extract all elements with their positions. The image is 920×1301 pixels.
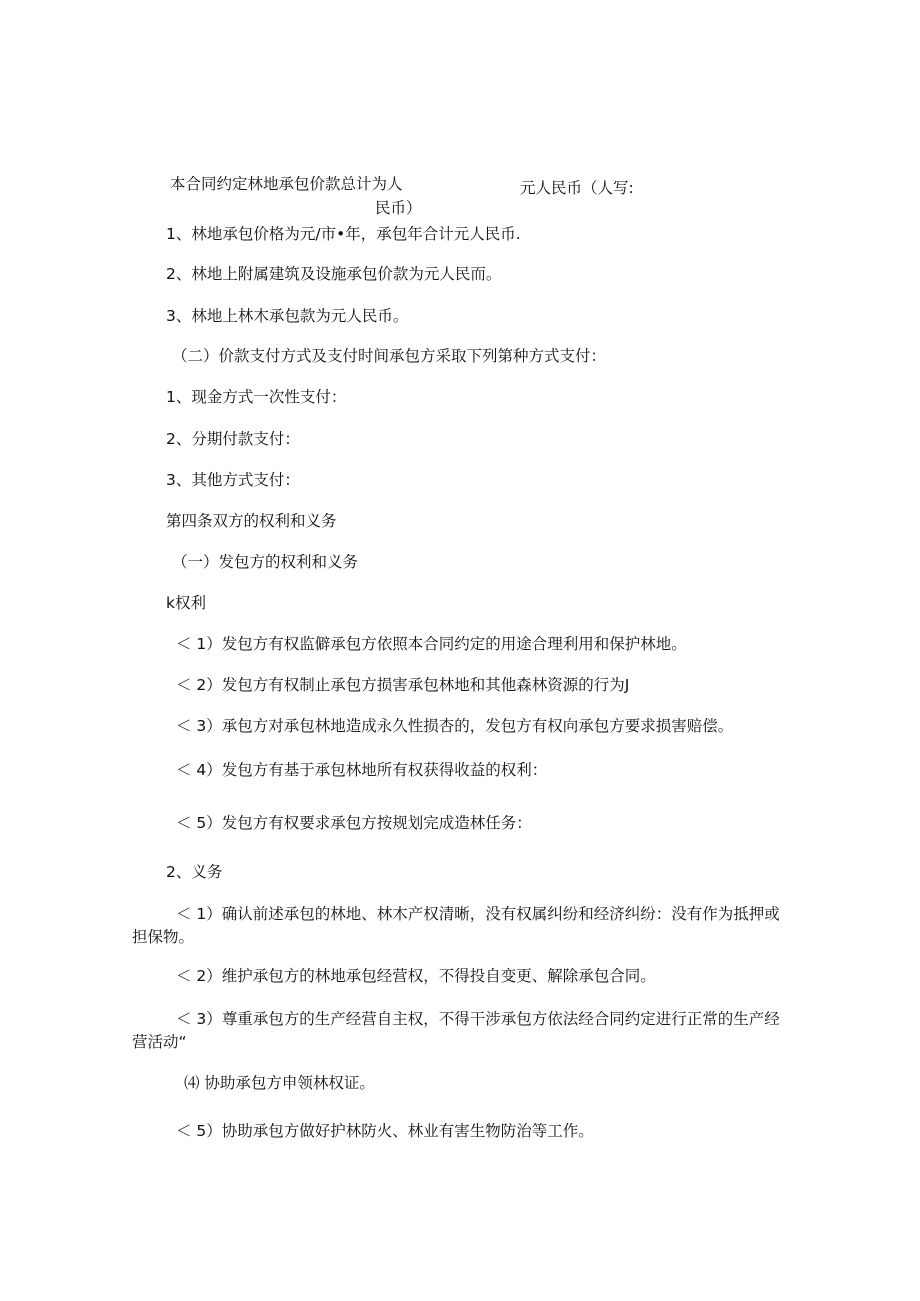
duty-item-2: ＜ 2）维护承包方的林地承包经营权，不得投自变更、解除承包合同。 (176, 967, 656, 985)
right-item-3: ＜ 3）承包方对承包林地造成永久性损杏的，发包方有权向承包方要求损害赔偿。 (176, 717, 734, 735)
duty-item-5: ＜ 5）协助承包方做好护林防火、林业有害生物防治等工作。 (176, 1122, 594, 1140)
section-1-heading: （一）发包方的权利和义务 (172, 553, 359, 571)
payment-item-1: 1、现金方式一次性支付： (166, 388, 347, 406)
duties-heading: 2、义务 (166, 863, 223, 881)
contract-total-price-left: 本合同约定林地承包价款总计为人 (170, 175, 403, 193)
right-item-4: ＜ 4）发包方有基于承包林地所有权获得收益的权利： (176, 761, 548, 779)
right-item-2: ＜ 2）发包方有权制止承包方损害承包林地和其他森林资源的行为J (176, 676, 630, 694)
price-item-1: 1、林地承包价格为元/市•年，承包年合计元人民币. (166, 225, 521, 243)
duty-item-1: ＜ 1）确认前述承包的林地、林木产权清晰，没有权属纠纷和经济纠纷：没有作为抵押或担保物。 (132, 905, 780, 946)
payment-item-2: 2、分期付款支付： (166, 430, 300, 448)
price-item-3: 3、林地上林木承包款为元人民币。 (166, 307, 409, 325)
right-item-1: ＜ 1）发包方有权监僻承包方依照本合同约定的用途合理利用和保护林地。 (176, 635, 687, 653)
contract-total-price-right: 元人民币（人写: (520, 179, 634, 197)
price-item-2: 2、林地上附属建筑及设施承包价款为元人民而。 (166, 265, 502, 283)
duty-item-4: ⑷ 协助承包方申领林权证。 (184, 1074, 375, 1092)
article-4-heading: 第四条双方的权利和义务 (166, 512, 337, 530)
duty-item-3: ＜ 3）尊重承包方的生产经营自主权，不得干涉承包方依法经合同约定进行正常的生产经营活动“ (132, 1010, 780, 1051)
contract-total-price-sub: 民币） (375, 199, 422, 217)
payment-item-3: 3、其他方式支付： (166, 471, 300, 489)
rights-heading: k权利 (166, 594, 206, 612)
payment-heading: （二）价款支付方式及支付时间承包方采取下列第种方式支付： (172, 347, 607, 365)
right-item-5: ＜ 5）发包方有权要求承包方按规划完成造林任务： (176, 814, 532, 832)
